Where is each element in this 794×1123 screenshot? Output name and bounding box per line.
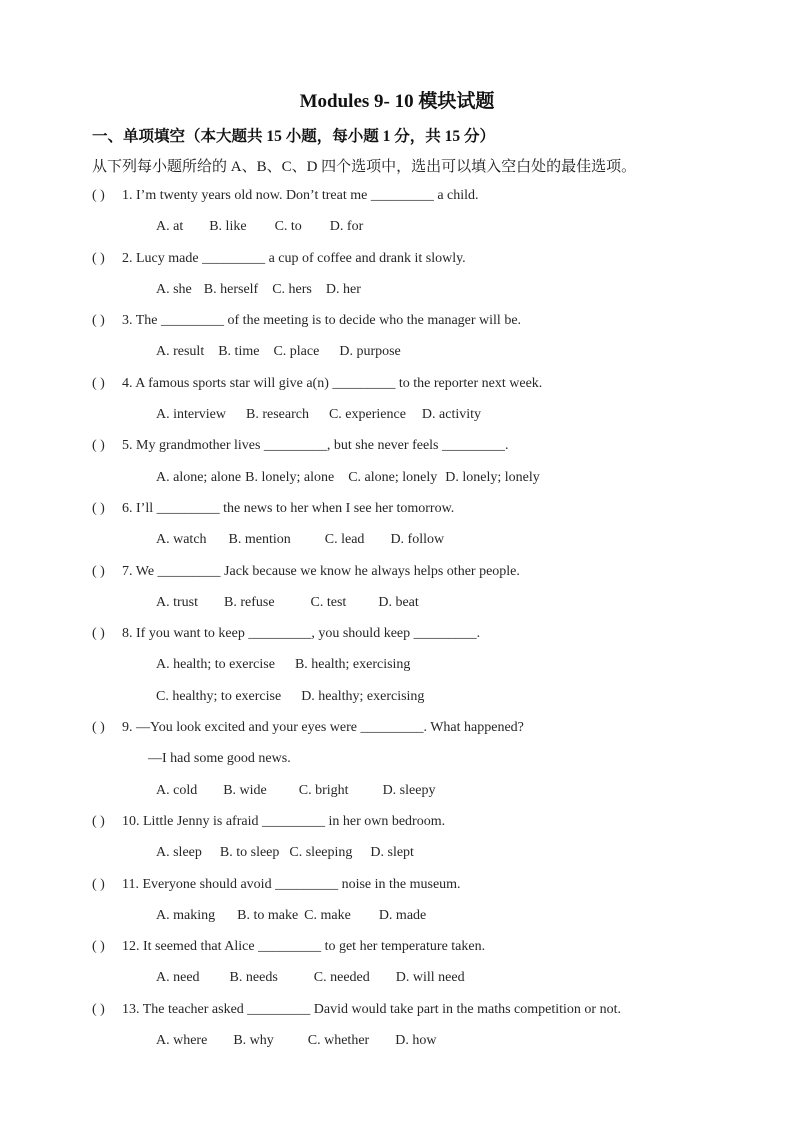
option-a[interactable]: A. alone; alone xyxy=(156,469,242,485)
question-list xyxy=(92,186,732,1062)
option-a[interactable]: A. health; to exercise xyxy=(156,657,275,673)
option-b[interactable]: B. time xyxy=(218,344,260,360)
answer-blank[interactable]: ( ) xyxy=(92,188,105,203)
answer-blank[interactable]: ( ) xyxy=(92,563,105,579)
option-a[interactable]: C. healthy; to exercise xyxy=(156,688,282,704)
answer-blank[interactable]: ( ) xyxy=(92,813,105,829)
question-7 xyxy=(92,562,732,593)
question-text: 10. Little Jenny is afraid _________ in her own bedroom. xyxy=(122,813,446,829)
question-6 xyxy=(92,499,732,530)
question-text: 3. The _________ of the meeting is to decide who the manager will be. xyxy=(122,313,522,329)
question-8 xyxy=(92,624,732,655)
options-row xyxy=(92,906,732,937)
question-3 xyxy=(92,311,732,342)
option-d[interactable]: D. slept xyxy=(370,845,414,861)
answer-blank[interactable]: ( ) xyxy=(92,250,105,266)
option-b[interactable]: B. refuse xyxy=(224,594,275,610)
section-instruction: 从下列每小题所给的 A、B、C、D 四个选项中，选出可以填入空白处的最佳选项。 xyxy=(92,159,637,175)
option-a[interactable]: A. need xyxy=(156,970,200,986)
option-b[interactable]: B. needs xyxy=(229,970,278,986)
options-row xyxy=(92,468,732,499)
option-b[interactable]: B. lonely; alone xyxy=(245,469,335,485)
question-text: 9. —You look excited and your eyes were _________. What happened? xyxy=(122,720,524,736)
option-b[interactable]: B. research xyxy=(245,407,309,423)
option-d[interactable]: D. lonely; lonely xyxy=(445,469,540,485)
option-b[interactable]: B. health; exercising xyxy=(294,657,411,673)
option-c[interactable]: C. to xyxy=(274,219,302,235)
question-text: 2. Lucy made _________ a cup of coffee and drank it slowly. xyxy=(122,250,466,266)
question-10 xyxy=(92,812,732,843)
answer-blank[interactable]: ( ) xyxy=(92,939,105,955)
answer-blank[interactable]: ( ) xyxy=(92,500,105,516)
question-9 xyxy=(92,718,732,749)
question-text: 7. We _________ Jack because we know he always helps other people. xyxy=(122,563,520,579)
answer-blank[interactable]: ( ) xyxy=(92,313,105,329)
options-row xyxy=(92,1031,732,1062)
option-b[interactable]: B. like xyxy=(209,219,247,235)
option-a[interactable]: A. where xyxy=(156,1033,208,1049)
option-c[interactable]: C. sleeping xyxy=(289,845,353,861)
answer-blank[interactable]: ( ) xyxy=(92,626,105,642)
question-text: 11. Everyone should avoid _________ noise in the museum. xyxy=(122,876,461,892)
question-13 xyxy=(92,1000,732,1031)
option-c[interactable]: C. whether xyxy=(307,1033,370,1049)
option-b[interactable]: B. to make xyxy=(237,907,299,923)
option-d[interactable]: D. purpose xyxy=(339,344,401,360)
option-c[interactable]: C. hers xyxy=(272,281,312,297)
option-b[interactable]: B. wide xyxy=(223,782,267,798)
option-d[interactable]: D. follow xyxy=(390,532,445,548)
option-a[interactable]: A. sleep xyxy=(156,845,202,861)
dialog-reply: —I had some good news. xyxy=(148,751,291,767)
question-text: 5. My grandmother lives _________, but she never feels _________. xyxy=(122,438,509,454)
option-d[interactable]: D. sleepy xyxy=(382,782,436,798)
question-text: 8. If you want to keep _________, you should keep _________. xyxy=(122,626,481,642)
question-2 xyxy=(92,249,732,280)
option-c[interactable]: C. place xyxy=(273,344,320,360)
question-text: 12. It seemed that Alice _________ to get her temperature taken. xyxy=(122,939,486,955)
question-12 xyxy=(92,937,732,968)
option-a[interactable]: A. at xyxy=(156,219,184,235)
option-c[interactable]: C. make xyxy=(304,907,351,923)
options-row xyxy=(92,843,732,874)
option-d[interactable]: D. beat xyxy=(378,594,419,610)
option-d[interactable]: D. her xyxy=(325,281,361,297)
options-row xyxy=(92,781,732,812)
option-b[interactable]: B. why xyxy=(233,1033,274,1049)
option-b[interactable]: D. healthy; exercising xyxy=(301,688,425,704)
question-1 xyxy=(92,186,732,217)
question-text: 4. A famous sports star will give a(n) _________ to the reporter next week. xyxy=(122,375,543,391)
option-c[interactable]: C. lead xyxy=(324,532,365,548)
answer-blank[interactable]: ( ) xyxy=(92,876,105,892)
option-c[interactable]: C. test xyxy=(310,594,347,610)
answer-blank[interactable]: ( ) xyxy=(92,375,105,391)
options-row xyxy=(92,405,732,436)
option-a[interactable]: A. interview xyxy=(156,407,226,423)
option-a[interactable]: A. trust xyxy=(156,594,198,610)
answer-blank[interactable]: ( ) xyxy=(92,438,105,454)
options-row xyxy=(92,687,732,718)
options-row xyxy=(92,280,732,311)
question-4 xyxy=(92,374,732,405)
option-c[interactable]: C. alone; lonely xyxy=(348,469,438,485)
question-text: 1. I’m twenty years old now. Don’t treat me _________ a child. xyxy=(122,188,479,203)
options-row xyxy=(92,530,732,561)
option-d[interactable]: D. how xyxy=(395,1033,437,1049)
option-c[interactable]: C. bright xyxy=(298,782,349,798)
option-a[interactable]: A. cold xyxy=(156,782,198,798)
option-d[interactable]: D. for xyxy=(329,219,364,235)
options-row xyxy=(92,593,732,624)
option-a[interactable]: A. making xyxy=(156,907,216,923)
option-a[interactable]: A. watch xyxy=(156,532,207,548)
option-b[interactable]: B. herself xyxy=(203,281,259,297)
page-title: Modules 9- 10 模块试题 xyxy=(299,91,495,112)
option-c[interactable]: C. experience xyxy=(328,407,406,423)
option-b[interactable]: B. mention xyxy=(228,532,291,548)
question-11 xyxy=(92,875,732,906)
question-text: 6. I’ll _________ the news to her when I see her tomorrow. xyxy=(122,500,455,516)
option-d[interactable]: D. made xyxy=(378,907,427,923)
question-text: 13. The teacher asked _________ David would take part in the maths competition or not. xyxy=(122,1001,621,1017)
option-b[interactable]: B. to sleep xyxy=(219,845,280,861)
options-row xyxy=(92,217,732,248)
option-c[interactable]: C. needed xyxy=(313,970,370,986)
option-d[interactable]: D. will need xyxy=(395,970,465,986)
options-row xyxy=(92,342,732,373)
answer-blank[interactable]: ( ) xyxy=(92,720,105,736)
answer-blank[interactable]: ( ) xyxy=(92,1001,105,1017)
options-row xyxy=(92,968,732,999)
options-row xyxy=(92,655,732,686)
option-a[interactable]: A. result xyxy=(156,344,205,360)
section-heading: 一、单项填空（本大题共 15 小题，每小题 1 分，共 15 分） xyxy=(92,128,496,145)
option-a[interactable]: A. she xyxy=(156,281,192,297)
option-d[interactable]: D. activity xyxy=(421,407,482,423)
question-5 xyxy=(92,436,732,467)
